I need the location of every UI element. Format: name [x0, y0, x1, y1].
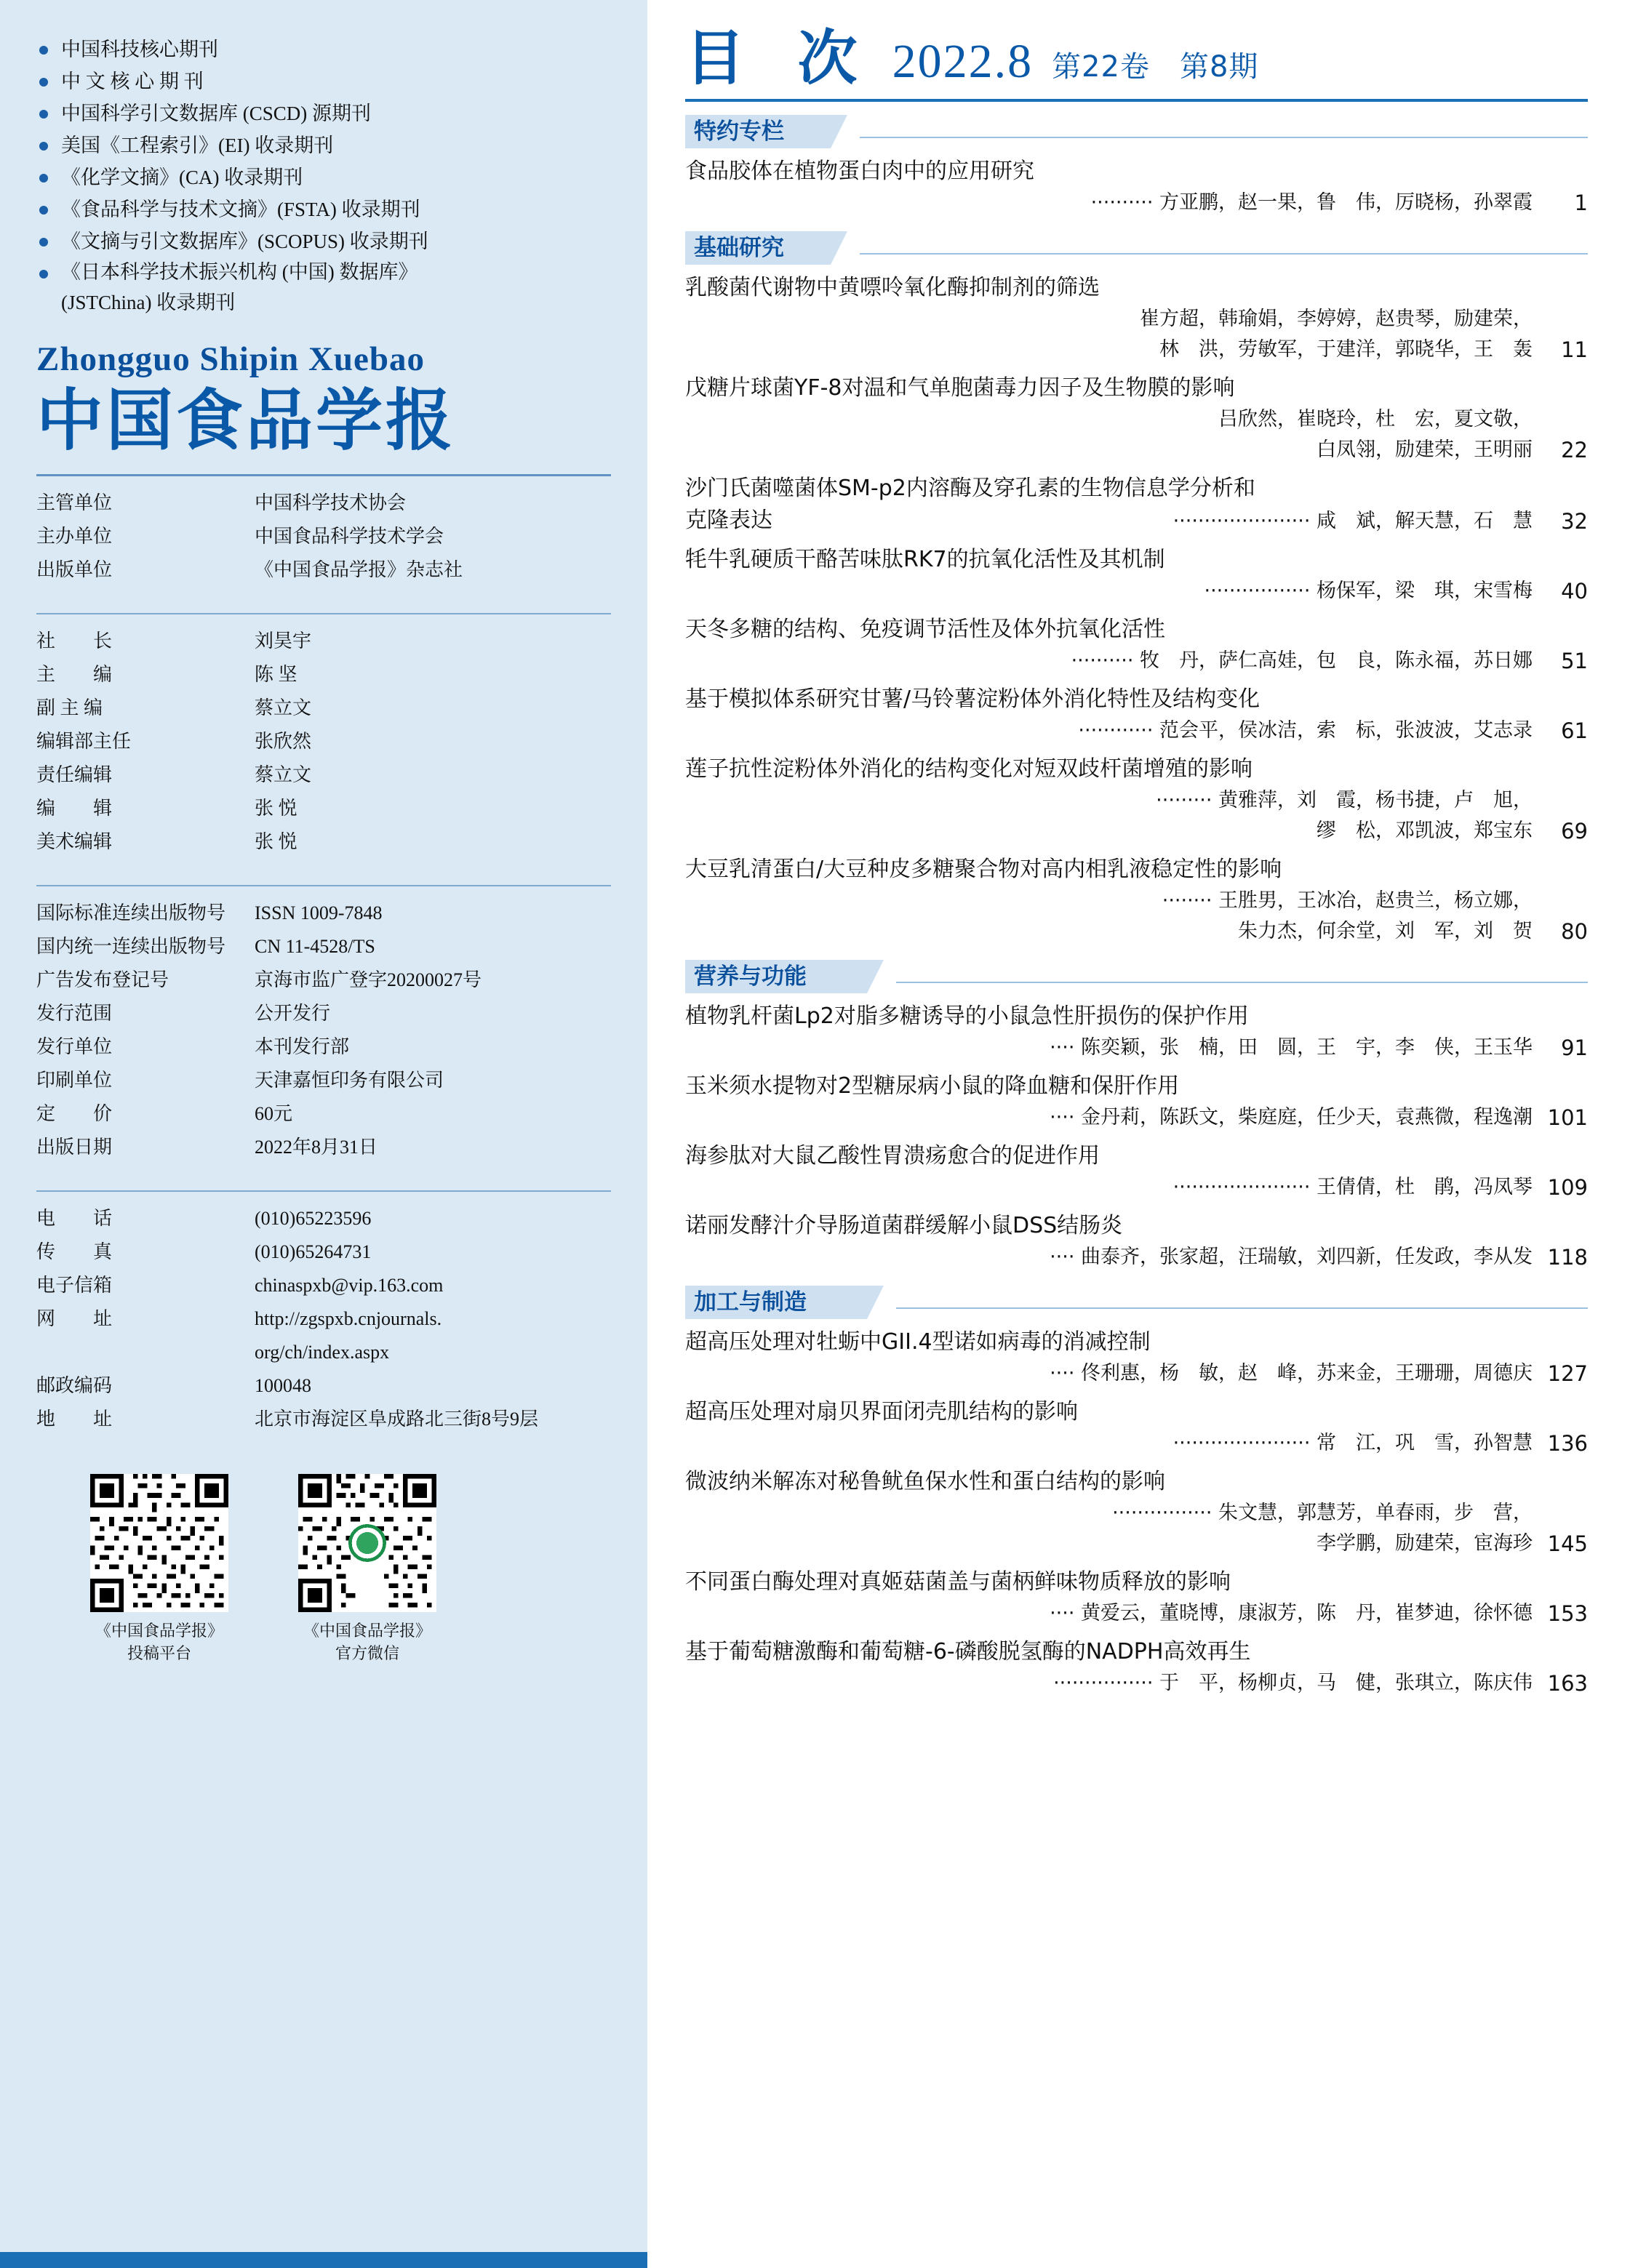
article-title[interactable]: 牦牛乳硬质干酪苦味肽RK7的抗氧化活性及其机制	[685, 547, 1165, 572]
section-header-processing	[685, 1286, 1588, 1319]
contact-url[interactable]: http://zgspxb.cnjournals.	[255, 1308, 442, 1330]
article-page: 145	[1547, 1531, 1588, 1556]
article-authors: ········ 王胜男，王冰冶，赵贵兰，杨立娜，	[1162, 889, 1533, 912]
article-authors: ······················ 咸 斌，解天慧，石 慧	[1172, 510, 1533, 532]
bullet-icon	[39, 110, 48, 119]
section-header-nutrition	[685, 960, 1588, 993]
section-title: 加工与制造	[694, 1289, 807, 1315]
toc-entry[interactable]	[685, 1566, 1588, 1629]
toc-year: 2022.8	[892, 35, 1034, 88]
staff-key: 编辑部主任	[36, 731, 132, 753]
article-authors: ···· 曲泰齐，张家超，汪瑞敏，刘四新，任发政，李从发	[1050, 1246, 1533, 1268]
article-page: 80	[1561, 919, 1588, 944]
qr-caption-line1: 《中国食品学报》	[95, 1622, 223, 1640]
staff-value: 张 悦	[255, 831, 297, 853]
indexing-item-label: 中国科技核心期刊	[61, 39, 218, 60]
article-title[interactable]: 不同蛋白酶处理对真姬菇菌盖与菌柄鲜味物质释放的影响	[685, 1569, 1231, 1595]
article-page: 1	[1574, 191, 1588, 215]
contact-value: 100048	[255, 1375, 311, 1397]
article-authors: ······················ 王倩倩，杜 鹃，冯凤琴	[1172, 1176, 1533, 1198]
pub-value: 公开发行	[255, 1003, 331, 1025]
article-page: 40	[1561, 579, 1588, 604]
article-page: 69	[1561, 819, 1588, 844]
indexing-item-label: 《化学文摘》(CA) 收录期刊	[61, 167, 303, 188]
article-authors: ···· 黄爱云，董晓博，康淑芳，陈 丹，崔梦迪，徐怀德	[1050, 1602, 1533, 1624]
pub-value: 本刊发行部	[255, 1036, 350, 1058]
article-title[interactable]: 诺丽发酵汁介导肠道菌群缓解小鼠DSS结肠炎	[685, 1213, 1123, 1238]
toc-entry[interactable]	[685, 854, 1588, 947]
indexing-item	[36, 225, 611, 257]
toc-entry[interactable]	[685, 372, 1588, 465]
article-title[interactable]: 大豆乳清蛋白/大豆种皮多糖聚合物对高内相乳液稳定性的影响	[685, 857, 1282, 882]
article-title[interactable]: 天冬多糖的结构、免疫调节活性及体外抗氧化活性	[685, 617, 1165, 642]
article-authors: ·········· 牧 丹，萨仁高娃，包 良，陈永福，苏日娜	[1071, 649, 1533, 672]
article-page: 136	[1547, 1431, 1588, 1456]
staff-key: 责任编辑	[36, 764, 113, 786]
indexing-item	[36, 161, 611, 193]
indexing-item	[36, 129, 611, 161]
article-page: 11	[1561, 337, 1588, 362]
contact-key: 地 址	[36, 1409, 113, 1430]
article-authors-cont: 白凤翎，励建荣，王明丽	[1317, 438, 1533, 461]
article-authors-cont: 李学鹏，励建荣，宦海珍	[1317, 1532, 1533, 1555]
staff-value: 张 悦	[255, 798, 297, 820]
pub-key: 广告发布登记号	[36, 969, 169, 991]
contact-key: 网 址	[36, 1308, 113, 1330]
article-authors-cont: 朱力杰，何余堂，刘 军，刘 贺	[1238, 920, 1533, 942]
qr-code-row	[36, 1474, 611, 1664]
article-authors: ······················ 常 江，巩 雪，孙智慧	[1172, 1432, 1533, 1454]
article-authors: ················· 杨保军，梁 琪，宋雪梅	[1204, 580, 1533, 602]
bullet-icon	[39, 78, 48, 87]
staff-key: 美术编辑	[36, 831, 113, 853]
toc-entry[interactable]	[685, 1466, 1588, 1559]
article-page: 127	[1547, 1361, 1588, 1386]
pub-value: 京海市监广登字20200027号	[255, 969, 482, 991]
article-title[interactable]: 乳酸菌代谢物中黄嘌呤氧化酶抑制剂的筛选	[685, 275, 1100, 300]
section-header-special-column	[685, 115, 1588, 148]
bottom-accent-bar	[0, 2252, 647, 2268]
contact-value: 北京市海淀区阜成路北三街8号9层	[255, 1409, 539, 1430]
toc-entry[interactable]	[685, 614, 1588, 676]
staff-value: 刘昊宇	[255, 630, 312, 652]
article-page: 32	[1561, 509, 1588, 534]
contact-email[interactable]: chinaspxb@vip.163.com	[255, 1275, 444, 1297]
article-page: 51	[1561, 649, 1588, 673]
org-block	[36, 476, 611, 597]
staff-key: 主 编	[36, 664, 113, 686]
indexing-item-continued: (JSTChina) 收录期刊	[61, 292, 236, 313]
staff-key: 社 长	[36, 630, 113, 652]
article-page: 118	[1547, 1245, 1588, 1270]
toc-entry[interactable]	[685, 1070, 1588, 1133]
article-page: 101	[1547, 1105, 1588, 1130]
contact-key: 邮政编码	[36, 1375, 113, 1397]
article-title[interactable]: 植物乳杆菌Lp2对脂多糖诱导的小鼠急性肝损伤的保护作用	[685, 1003, 1249, 1029]
bullet-icon	[39, 206, 48, 215]
article-page: 163	[1547, 1671, 1588, 1696]
bullet-icon	[39, 238, 48, 247]
article-title[interactable]: 基于模拟体系研究甘薯/马铃薯淀粉体外消化特性及结构变化	[685, 686, 1261, 712]
staff-value: 陈 坚	[255, 664, 297, 686]
toc-header	[685, 24, 1588, 93]
indexing-list	[36, 33, 611, 287]
org-key: 主办单位	[36, 526, 113, 548]
article-authors-cont: 缪 松，邓凯波，郑宝东	[1317, 820, 1533, 842]
indexing-item-label: 《食品科学与技术文摘》(FSTA) 收录期刊	[61, 199, 420, 220]
toc-entry[interactable]	[685, 1210, 1588, 1273]
pub-key: 定 价	[36, 1103, 113, 1125]
pub-key: 国际标准连续出版物号	[36, 902, 226, 924]
indexing-item	[36, 257, 611, 287]
indexing-item	[36, 193, 611, 225]
staff-value: 蔡立文	[255, 697, 312, 719]
bullet-icon	[39, 174, 48, 183]
indexing-item	[36, 97, 611, 129]
article-authors: ·········· 方亚鹏，赵一果，鲁 伟，厉晓杨，孙翠霞	[1090, 191, 1533, 214]
article-page: 91	[1561, 1035, 1588, 1060]
article-title[interactable]: 超高压处理对牡蛎中GII.4型诺如病毒的消减控制	[685, 1329, 1151, 1355]
pub-key: 印刷单位	[36, 1070, 113, 1091]
header-divider	[685, 99, 1588, 102]
pub-value: CN 11-4528/TS	[255, 936, 375, 958]
toc-entry[interactable]	[685, 1326, 1588, 1389]
article-authors: ········· 黄雅萍，刘 霞，杨书捷，卢 旭，	[1156, 789, 1533, 812]
article-title[interactable]: 超高压处理对扇贝界面闭壳肌结构的影响	[685, 1399, 1078, 1424]
publication-block	[36, 886, 611, 1174]
article-title[interactable]: 戊糖片球菌YF-8对温和气单胞菌毒力因子及生物膜的影响	[685, 375, 1235, 401]
org-key: 主管单位	[36, 492, 113, 514]
article-title[interactable]: 食品胶体在植物蛋白肉中的应用研究	[685, 159, 1034, 184]
toc-entry[interactable]	[685, 753, 1588, 846]
journal-title: 中国食品学报	[36, 382, 456, 460]
toc-entry[interactable]	[685, 684, 1588, 746]
qr-caption	[90, 1619, 228, 1664]
journal-pinyin-title: Zhongguo Shipin Xuebao	[36, 340, 426, 378]
article-authors: ················ 于 平，杨柳贞，马 健，张琪立，陈庆伟	[1053, 1672, 1533, 1694]
qr-submission	[90, 1474, 228, 1664]
pub-value: 2022年8月31日	[255, 1137, 378, 1158]
contact-url-continued[interactable]: org/ch/index.aspx	[255, 1342, 390, 1363]
toc-volume-issue: 第22卷 第8期	[1052, 50, 1259, 84]
indexing-item-label: 《日本科学技术振兴机构 (中国) 数据库》	[61, 261, 418, 283]
left-info-panel	[0, 0, 647, 2268]
article-authors: 崔方超，韩瑜娟，李婷婷，赵贵琴，励建荣，	[1140, 308, 1533, 330]
toc-entry[interactable]	[685, 1396, 1588, 1459]
article-title-line2[interactable]: 克隆表达	[685, 508, 772, 533]
toc-entry[interactable]	[685, 1636, 1588, 1699]
qr-caption-line2: 官方微信	[335, 1644, 399, 1663]
contact-block	[36, 1192, 611, 1446]
org-value: 中国食品科学技术学会	[255, 526, 444, 548]
section-header-basic-research	[685, 231, 1588, 265]
qr-wechat	[298, 1474, 436, 1664]
article-title[interactable]: 微波纳米解冻对秘鲁鱿鱼保水性和蛋白结构的影响	[685, 1469, 1165, 1494]
indexing-item-label: 《文摘与引文数据库》(SCOPUS) 收录期刊	[61, 231, 428, 252]
article-authors: ···· 佟利惠，杨 敏，赵 峰，苏来金，王珊珊，周德庆	[1050, 1362, 1533, 1385]
section-title: 营养与功能	[694, 963, 807, 990]
article-authors: 吕欣然，崔晓玲，杜 宏，夏文敬，	[1218, 408, 1533, 430]
pub-key: 发行范围	[36, 1003, 113, 1025]
staff-key: 编 辑	[36, 798, 113, 820]
indexing-item-label: 美国《工程索引》(EI) 收录期刊	[61, 135, 334, 156]
article-title[interactable]: 沙门氏菌噬菌体SM-p2内溶酶及穿孔素的生物信息学分析和	[685, 476, 1255, 501]
staff-value: 蔡立文	[255, 764, 312, 786]
indexing-item-label: 中国科学引文数据库 (CSCD) 源期刊	[61, 103, 372, 124]
bullet-icon	[39, 46, 48, 55]
contact-key: 传 真	[36, 1241, 113, 1263]
indexing-item-label: 中 文 核 心 期 刊	[61, 71, 204, 92]
toc-title: 目 次	[685, 24, 874, 93]
article-authors: ···· 金丹莉，陈跃文，柴庭庭，任少天，袁燕微，程逸潮	[1050, 1106, 1533, 1129]
pub-value: 天津嘉恒印务有限公司	[255, 1070, 444, 1091]
contact-value: (010)65223596	[255, 1208, 372, 1230]
article-title[interactable]: 基于葡萄糖激酶和葡萄糖-6-磷酸脱氢酶的NADPH高效再生	[685, 1639, 1251, 1664]
org-value: 中国科学技术协会	[255, 492, 407, 514]
toc-entry[interactable]	[685, 544, 1588, 606]
article-authors: ············ 范会平，侯冰洁，索 标，张波波，艾志录	[1078, 719, 1533, 742]
article-page: 61	[1561, 718, 1588, 743]
qr-caption-line1: 《中国食品学报》	[303, 1622, 431, 1640]
contact-key: 电子信箱	[36, 1275, 113, 1297]
toc-entry[interactable]	[685, 156, 1588, 218]
contact-key: 电 话	[36, 1208, 113, 1230]
contact-key	[36, 1336, 255, 1369]
article-page: 153	[1547, 1601, 1588, 1626]
toc-entry[interactable]	[685, 473, 1588, 537]
bullet-icon	[39, 270, 48, 279]
article-authors: ················ 朱文慧，郭慧芳，单春雨，步 营，	[1112, 1502, 1533, 1524]
pub-key: 出版日期	[36, 1137, 113, 1158]
bullet-icon	[39, 142, 48, 151]
contact-value: (010)65264731	[255, 1241, 372, 1263]
qr-caption	[298, 1619, 436, 1664]
article-page: 109	[1547, 1175, 1588, 1200]
article-title[interactable]: 莲子抗性淀粉体外消化的结构变化对短双歧杆菌增殖的影响	[685, 756, 1253, 782]
qr-code-image	[90, 1474, 228, 1612]
indexing-item	[36, 65, 611, 97]
pub-key: 国内统一连续出版物号	[36, 936, 226, 958]
section-title: 特约专栏	[694, 119, 784, 145]
article-authors: ···· 陈奕颖，张 楠，田 圆，王 宇，李 侠，王玉华	[1050, 1036, 1533, 1059]
article-title[interactable]: 海参肽对大鼠乙酸性胃溃疡愈合的促进作用	[685, 1143, 1100, 1169]
indexing-item	[36, 33, 611, 65]
toc-entry[interactable]	[685, 1140, 1588, 1203]
pub-value: 60元	[255, 1103, 293, 1125]
org-key: 出版单位	[36, 559, 113, 581]
qr-caption-line2: 投稿平台	[127, 1644, 191, 1663]
org-value: 《中国食品学报》杂志社	[255, 559, 463, 581]
qr-code-image	[298, 1474, 436, 1612]
pub-value: ISSN 1009-7848	[255, 902, 383, 924]
toc-entry[interactable]	[685, 272, 1588, 365]
staff-key: 副 主 编	[36, 697, 103, 719]
staff-value: 张欣然	[255, 731, 312, 753]
toc-panel	[647, 0, 1630, 2268]
toc-entry[interactable]	[685, 1001, 1588, 1063]
article-authors-cont: 林 洪，劳敏军，于建洋，郭晓华，王 轰	[1159, 338, 1533, 361]
staff-block	[36, 614, 611, 869]
pub-key: 发行单位	[36, 1036, 113, 1058]
article-page: 22	[1561, 438, 1588, 462]
article-title[interactable]: 玉米须水提物对2型糖尿病小鼠的降血糖和保肝作用	[685, 1073, 1180, 1099]
section-title: 基础研究	[694, 235, 784, 261]
